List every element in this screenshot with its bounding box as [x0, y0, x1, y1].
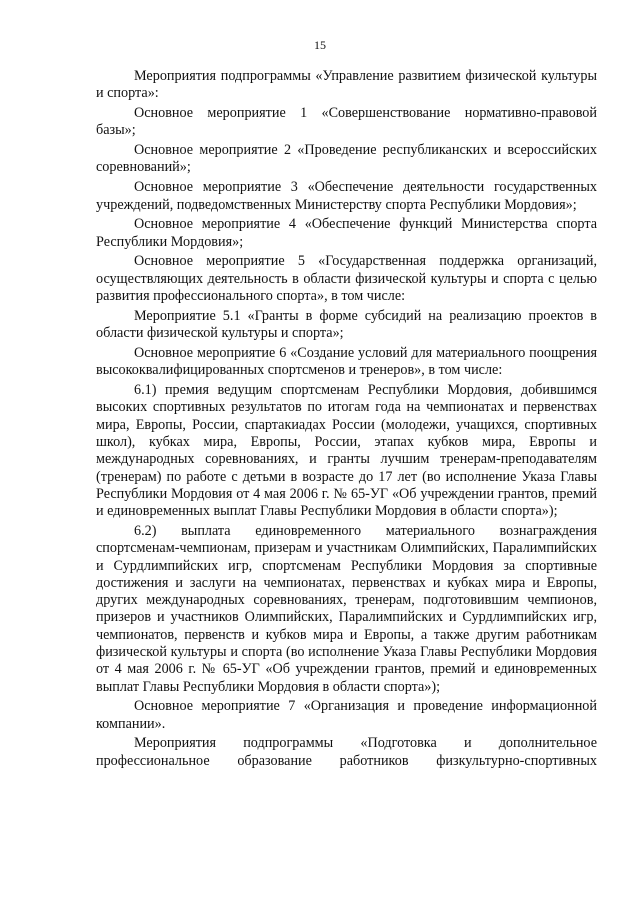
- paragraph: Мероприятие 5.1 «Гранты в форме субсидий на реализацию проектов в области физической культуры и спорта»;: [96, 307, 597, 342]
- document-body: [96, 68, 597, 773]
- paragraph: Мероприятия подпрограммы «Управление развитием физической культуры и спорта»:: [96, 68, 597, 102]
- paragraph: Основное мероприятие 5 «Государственная поддержка организаций, осуществляющих деятельность в области физической культуры и спорта с целью развития профессионального спорта», в том числе:: [96, 253, 597, 305]
- paragraph: Основное мероприятие 3 «Обеспечение деятельности государственных учреждений, подведомственных Министерству спорта Республики Мордовия»;: [96, 179, 597, 213]
- paragraph: Основное мероприятие 4 «Обеспечение функций Министерства спорта Республики Мордовия»;: [96, 216, 597, 250]
- paragraph: Мероприятия подпрограммы «Подготовка и дополнительное профессиональное образование работников физкультурно-спортивных: [96, 735, 597, 769]
- paragraph: Основное мероприятие 2 «Проведение республиканских и всероссийских соревнований»;: [96, 142, 597, 176]
- paragraph: Основное мероприятие 1 «Совершенствование нормативно-правовой базы»;: [96, 105, 597, 139]
- page-number: 15: [314, 38, 326, 52]
- paragraph: Основное мероприятие 7 «Организация и проведение информационной компании».: [96, 698, 597, 732]
- paragraph: 6.2) выплата единовременного материального вознаграждения спортсменам-чемпионам, призерам и участникам Олимпийских, Паралимпийских и Сурдлимпийских игр, спортсменам Республики Мордовия за спортивные достижения и заслуги на чемпионатах, первенствах и кубках мира и Европы, других международных соревнованиях, тренерам, подготовившим чемпионов, призеров и участников Олимпийских, Паралимпийских и Сурдлимпийских игр, чемпионатов, первенств и кубков мира и Европы, а также другим работникам физической культуры и спорта (во исполнение Указа Главы Республики Мордовия от 4 мая 2006 г. № 65-УГ «Об учреждении грантов, премий и единовременных выплат Главы Республики Мордовия в области спорта»);: [96, 522, 597, 695]
- paragraph: 6.1) премия ведущим спортсменам Республики Мордовия, добившимся высоких спортивных результатов по итогам года на чемпионатах и первенствах мира, Европы, России, спартакиадах России (молодежи, учащихся, спортивных школ), кубках мира, Европы, России, этапах кубков мира, Европы и международных соревнованиях, и гранты лучшим тренерам-преподавателям (тренерам) по работе с детьми в возрасте до 17 лет (во исполнение Указа Главы Республики Мордовия от 4 мая 2006 г. № 65-УГ «Об учреждении грантов, премий и единовременных выплат Главы Республики Мордовия в области спорта»);: [96, 382, 597, 520]
- paragraph: Основное мероприятие 6 «Создание условий для материального поощрения высококвалифицированных спортсменов и тренеров», в том числе:: [96, 344, 597, 379]
